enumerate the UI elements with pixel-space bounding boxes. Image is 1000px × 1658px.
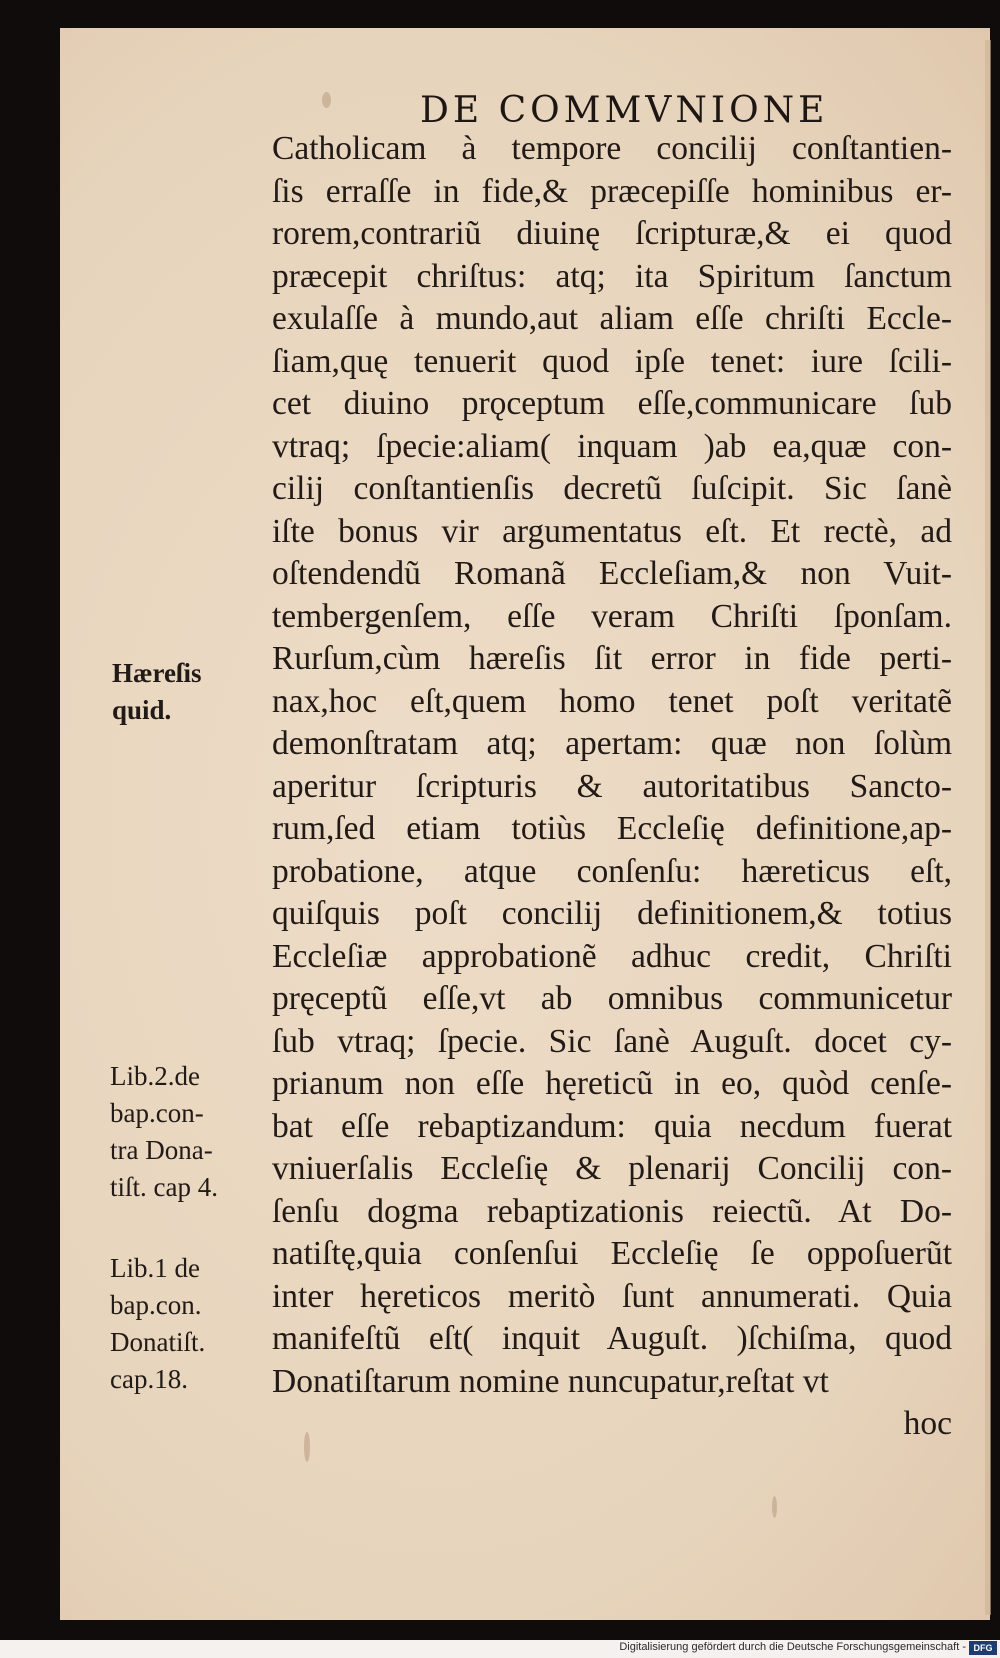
text-line: ſis erraſſe in fide,& præcepiſſe hominibus er-: [272, 172, 952, 210]
text-line: Donatiſtarum nomine nuncupatur,reſtat vt: [272, 1362, 829, 1400]
marginal-line: Hæreſis: [112, 658, 202, 688]
text-line: vtraq; ſpecie:aliam( inquam )ab ea,quæ con-: [272, 427, 952, 465]
text-line: manifeſtũ eſt( inquit Auguſt. )ſchiſma, quod: [272, 1320, 952, 1357]
text-line: tembergenſem, eſſe veram Chriſti ſponſam.: [272, 597, 952, 635]
marginal-note-lib2: [110, 1058, 218, 1206]
body-text: [272, 128, 952, 1446]
text-line: præcepit chriſtus: atq; ita Spiritum ſanctum: [272, 257, 952, 295]
text-line: exulaſſe à mundo,aut aliam eſſe chriſti Eccle-: [272, 300, 952, 337]
text-line: demonſtratam atq; apertam: quæ non ſolùm: [272, 725, 952, 762]
marginal-line: quid.: [112, 695, 172, 725]
text-line: Rurſum,cùm hæreſis ſit error in fide perti-: [272, 640, 952, 677]
dfg-logo: DFG: [969, 1641, 997, 1655]
catchword: hoc: [903, 1405, 952, 1442]
footer-credit: Digitalisierung gefördert durch die Deutsche Forschungsgemeinschaft -: [619, 1641, 966, 1653]
text-line: pręceptũ eſſe,vt ab omnibus communicetur: [272, 980, 952, 1017]
text-line: iſte bonus vir argumentatus eſt. Et rectè, ad: [272, 512, 952, 550]
text-line: bat eſſe rebaptizandum: quia necdum fuerat: [272, 1107, 952, 1145]
text-line: natiſtę,quia conſenſui Eccleſię ſe oppoſuerũt: [272, 1235, 952, 1272]
marginal-line: bap.con-: [110, 1098, 204, 1128]
text-line: prianum non eſſe hęreticũ in eo, quòd cenſe-: [272, 1065, 952, 1102]
text-line: rorem,contrariũ diuinę ſcripturæ,& ei quod: [272, 215, 952, 252]
marginal-line: tra Dona-: [110, 1135, 213, 1165]
marginal-line: Donatiſt.: [110, 1327, 206, 1357]
page-edge: [985, 40, 991, 1615]
ink-smudge: [772, 1496, 777, 1518]
marginal-line: Lib.1 de: [110, 1253, 200, 1283]
text-line: cilij conſtantienſis decretũ ſuſcipit. Sic ſanè: [272, 470, 952, 507]
marginal-line: cap.18.: [110, 1364, 188, 1394]
text-line: ſenſu dogma rebaptizationis reiectũ. At Do-: [272, 1192, 952, 1230]
text-line: probatione, atque conſenſu: hæreticus eſt,: [272, 852, 952, 890]
text-line: Eccleſiæ approbationẽ adhuc credit, Chriſti: [272, 937, 952, 975]
marginal-line: Lib.2.de: [110, 1061, 200, 1091]
text-line: ſiam,quę tenuerit quod ipſe tenet: iure ſcili-: [272, 342, 952, 380]
marginal-line: tiſt. cap 4.: [110, 1172, 218, 1202]
text-line: rum,ſed etiam totiùs Eccleſię definitione,ap-: [272, 810, 952, 847]
marginal-note-haeresis: [112, 655, 202, 729]
text-line: cet diuino prǫceptum eſſe,communicare ſub: [272, 385, 952, 422]
marginal-note-lib1: [110, 1250, 205, 1398]
text-line: aperitur ſcripturis & autoritatibus Sancto-: [272, 767, 952, 805]
text-line: vniuerſalis Eccleſię & plenarij Concilij con-: [272, 1150, 952, 1187]
text-line: oſtendendũ Romanã Eccleſiam,& non Vuit-: [272, 555, 952, 592]
text-line: nax,hoc eſt,quem homo tenet poſt veritatẽ: [272, 682, 952, 720]
text-line: Catholicam à tempore concilij conſtantien-: [272, 130, 952, 167]
ink-smudge: [322, 92, 331, 108]
text-line: inter hęreticos meritò ſunt annumerati. Quia: [272, 1277, 952, 1315]
running-head: DE COMMVNIONE: [420, 90, 829, 131]
marginal-line: bap.con.: [110, 1290, 202, 1320]
text-line: ſub vtraq; ſpecie. Sic ſanè Auguſt. docet cy-: [272, 1022, 952, 1060]
text-line: quiſquis poſt concilij definitionem,& totius: [272, 895, 952, 932]
